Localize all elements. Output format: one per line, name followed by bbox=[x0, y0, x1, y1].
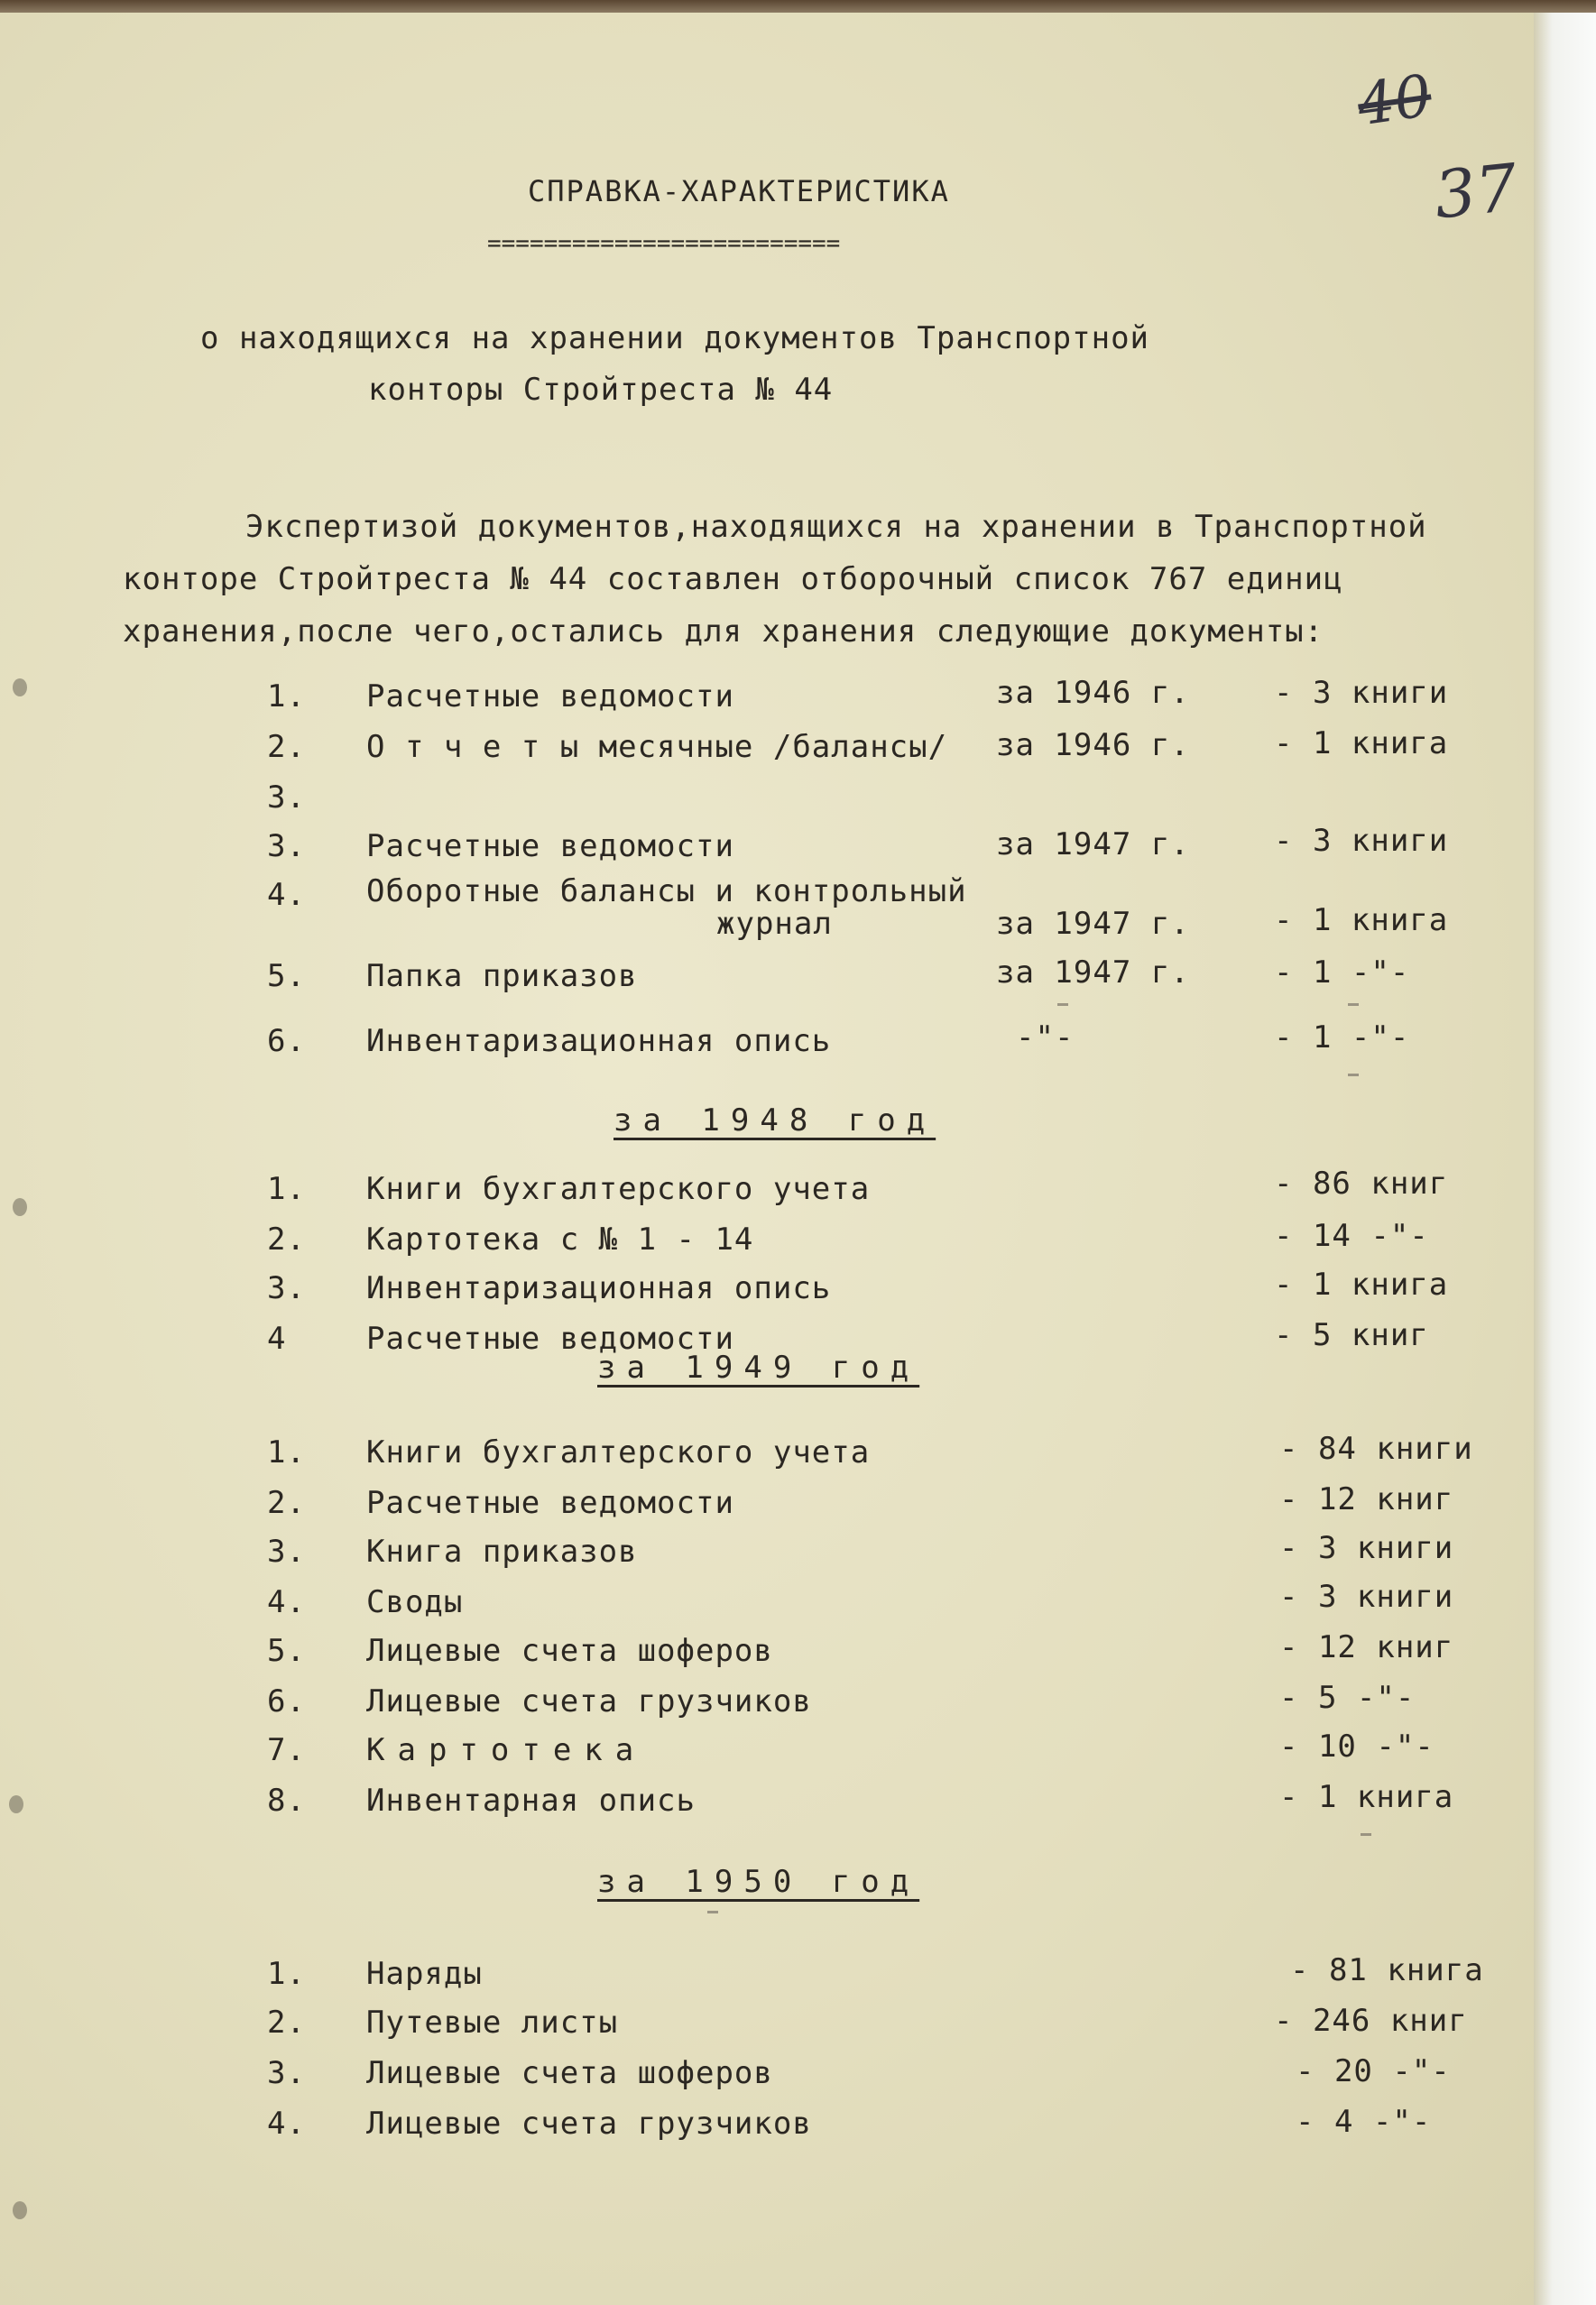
scan-background-edge bbox=[1534, 0, 1596, 2305]
section-heading-1948: за 1948 год bbox=[613, 1102, 936, 1139]
stray-mark bbox=[1348, 1074, 1359, 1076]
item-quantity: - 3 книги bbox=[1274, 675, 1449, 711]
binding-hole bbox=[9, 1795, 23, 1813]
item-number: 7. bbox=[267, 1732, 306, 1768]
item-quantity: - 1 книга bbox=[1274, 902, 1449, 938]
item-quantity: - 81 книга bbox=[1290, 1952, 1484, 1988]
item-number: 2. bbox=[267, 1485, 306, 1521]
item-number: 2. bbox=[267, 1222, 306, 1258]
item-quantity: - 1 книга bbox=[1274, 725, 1449, 761]
item-title: Расчетные ведомости bbox=[366, 1321, 734, 1357]
item-number: 1. bbox=[267, 1956, 306, 1992]
item-number: 6. bbox=[267, 1023, 306, 1059]
item-quantity: - 5 -"- bbox=[1279, 1680, 1416, 1716]
item-title: Расчетные ведомости bbox=[366, 828, 734, 864]
item-title-continuation: журнал bbox=[716, 906, 833, 942]
item-title: Лицевые счета шоферов bbox=[366, 2055, 773, 2091]
item-period: за 1947 г. bbox=[996, 954, 1190, 991]
item-number: 5. bbox=[267, 1633, 306, 1669]
intro-line-1: Экспертизой документов,находящихся на хранении в Транспортной bbox=[245, 509, 1427, 545]
item-quantity: - 5 книг bbox=[1274, 1317, 1429, 1353]
section-heading-1949: за 1949 год bbox=[597, 1350, 920, 1386]
item-quantity: - 20 -"- bbox=[1296, 2053, 1451, 2089]
item-title: Картотека с № 1 - 14 bbox=[366, 1222, 754, 1258]
item-title: Лицевые счета шоферов bbox=[366, 1633, 773, 1669]
item-number: 3. bbox=[267, 779, 306, 816]
item-number: 5. bbox=[267, 958, 306, 994]
intro-line-2: конторе Стройтреста № 44 составлен отборочный список 767 единиц bbox=[123, 561, 1343, 597]
scan-background-top bbox=[0, 0, 1596, 13]
item-title: Инвентаризационная опись bbox=[366, 1023, 832, 1059]
item-number: 3. bbox=[267, 1270, 306, 1306]
item-number: 4. bbox=[267, 2106, 306, 2142]
item-number: 4. bbox=[267, 1584, 306, 1620]
subject-line-2: конторы Стройтреста № 44 bbox=[368, 372, 834, 408]
item-title: Книги бухгалтерского учета bbox=[366, 1171, 871, 1207]
item-number: 3. bbox=[267, 2055, 306, 2091]
item-number: 1. bbox=[267, 678, 306, 715]
item-quantity: - 3 книги bbox=[1274, 823, 1449, 859]
item-quantity: - 84 книги bbox=[1279, 1431, 1473, 1467]
item-quantity: - 4 -"- bbox=[1296, 2104, 1432, 2140]
item-title: Своды bbox=[366, 1584, 464, 1620]
item-quantity: - 10 -"- bbox=[1279, 1729, 1435, 1765]
item-number: 3. bbox=[267, 1534, 306, 1570]
item-number: 4 bbox=[267, 1321, 287, 1357]
item-period: за 1946 г. bbox=[996, 727, 1190, 763]
document-title: СПРАВКА-ХАРАКТЕРИСТИКА bbox=[528, 174, 950, 208]
folio-new-number: 37 bbox=[1430, 149, 1521, 234]
stray-mark bbox=[1348, 1003, 1359, 1006]
item-quantity: - 3 книги bbox=[1279, 1530, 1454, 1566]
item-quantity: - 1 -"- bbox=[1274, 1019, 1410, 1056]
item-title: Расчетные ведомости bbox=[366, 678, 734, 715]
item-number: 4. bbox=[267, 877, 306, 913]
item-number: 2. bbox=[267, 2005, 306, 2041]
item-period: за 1946 г. bbox=[996, 675, 1190, 711]
item-period: за 1947 г. bbox=[996, 906, 1190, 942]
item-quantity: - 12 книг bbox=[1279, 1629, 1454, 1665]
item-period: за 1947 г. bbox=[996, 826, 1190, 862]
item-number: 1. bbox=[267, 1434, 306, 1471]
item-title: Инвентарная опись bbox=[366, 1783, 696, 1819]
item-title: Оборотные балансы и контрольный bbox=[366, 873, 967, 909]
subject-line-1: о находящихся на хранении документов Транспортной bbox=[200, 320, 1150, 356]
item-title: Книги бухгалтерского учета bbox=[366, 1434, 871, 1471]
item-title: Расчетные ведомости bbox=[366, 1485, 734, 1521]
item-quantity: - 246 книг bbox=[1274, 2003, 1468, 2039]
item-quantity: - 1 -"- bbox=[1274, 954, 1410, 991]
item-title: Лицевые счета грузчиков bbox=[366, 1683, 812, 1720]
stray-mark bbox=[707, 1911, 718, 1913]
item-title: Папка приказов bbox=[366, 958, 638, 994]
item-number: 2. bbox=[267, 729, 306, 765]
item-number: 6. bbox=[267, 1683, 306, 1720]
item-title: О т ч е т ы месячные /балансы/ bbox=[366, 729, 948, 765]
item-title: Лицевые счета грузчиков bbox=[366, 2106, 812, 2142]
item-quantity: - 1 книга bbox=[1274, 1267, 1449, 1303]
item-quantity: - 86 книг bbox=[1274, 1166, 1449, 1202]
binding-hole bbox=[13, 678, 27, 696]
stray-mark bbox=[1361, 1833, 1371, 1836]
item-number: 8. bbox=[267, 1783, 306, 1819]
item-quantity: - 14 -"- bbox=[1274, 1218, 1429, 1254]
binding-hole bbox=[13, 1198, 27, 1216]
item-title: Картотека bbox=[366, 1732, 647, 1768]
item-number: 1. bbox=[267, 1171, 306, 1207]
item-number: 3. bbox=[267, 828, 306, 864]
item-title: Путевые листы bbox=[366, 2005, 619, 2041]
item-period: -"- bbox=[1016, 1019, 1075, 1056]
binding-hole bbox=[13, 2201, 27, 2219]
folio-old-number: 40 bbox=[1353, 62, 1436, 140]
item-quantity: - 1 книга bbox=[1279, 1779, 1454, 1815]
item-quantity: - 12 книг bbox=[1279, 1481, 1454, 1517]
section-heading-1950: за 1950 год bbox=[597, 1864, 920, 1900]
item-quantity: - 3 книги bbox=[1279, 1579, 1454, 1615]
intro-line-3: хранения,после чего,остались для хранения следующие документы: bbox=[123, 613, 1324, 650]
item-title: Наряды bbox=[366, 1956, 483, 1992]
stray-mark bbox=[1057, 1003, 1068, 1006]
item-title: Инвентаризационная опись bbox=[366, 1270, 832, 1306]
title-double-rule: ========================= bbox=[487, 230, 841, 257]
item-title: Книга приказов bbox=[366, 1534, 638, 1570]
